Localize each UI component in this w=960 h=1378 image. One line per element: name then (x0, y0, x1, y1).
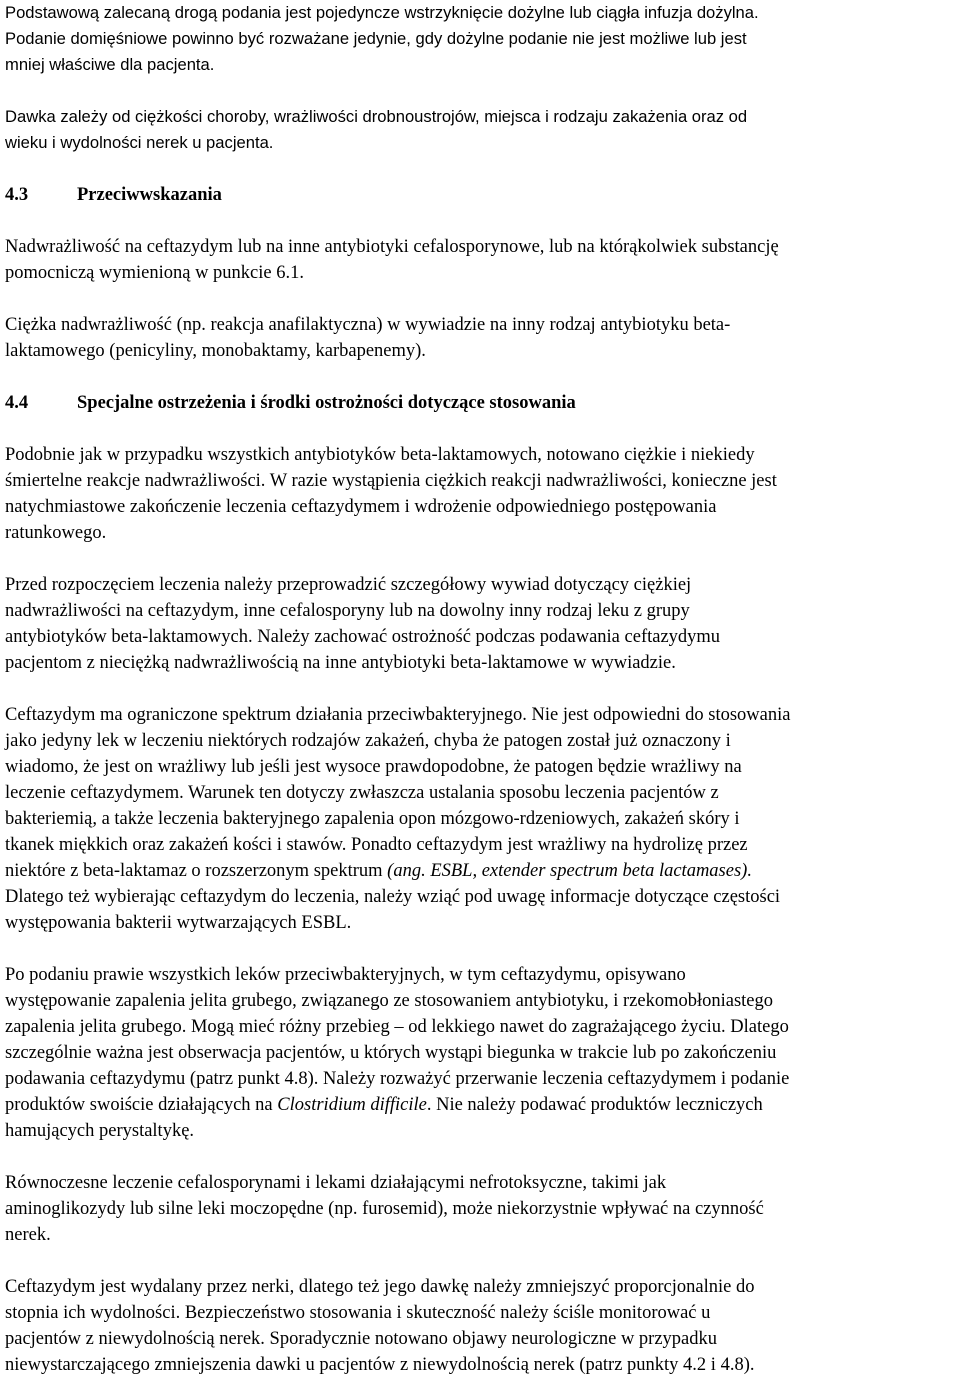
intro-line: Dawka zależy od ciężkości choroby, wrażliwości drobnoustrojów, miejsca i rodzaju zakażenia oraz od (5, 107, 748, 126)
paragraph-line: pacjentów z niewydolnością nerek. Sporadycznie notowano objawy neurologiczne w przypadku (5, 1329, 718, 1349)
paragraph-line (5, 1092, 955, 1118)
paragraph-text: niektóre z beta-laktamaz o rozszerzonym spektrum (5, 861, 388, 881)
document-page (5, 0, 955, 1378)
paragraph-line: Ceftazydym jest wydalany przez nerki, dlatego też jego dawkę należy zmniejszyć proporcjonalnie do (5, 1277, 755, 1297)
section-heading-4-3 (5, 182, 955, 208)
paragraph-line: Ceftazydym ma ograniczone spektrum działania przeciwbakteryjnego. Nie jest odpowiedni do stosowania (5, 705, 791, 725)
paragraph-line: Równoczesne leczenie cefalosporynami i lekami działającymi nefrotoksyczne, takimi jak (5, 1173, 667, 1193)
paragraph-line: laktamowego (penicyliny, monobaktamy, karbapenemy). (5, 341, 426, 361)
paragraph-line: natychmiastowe zakończenie leczenia ceftazydymem i wdrożenie odpowiedniego postępowania (5, 497, 717, 517)
paragraph-line: występowanie zapalenia jelita grubego, związanego ze stosowaniem antybiotyku, i rzekomobłoniastego (5, 991, 774, 1011)
section-number: 4.4 (5, 393, 29, 413)
intro-line: Podanie domięśniowe powinno być rozważane jedynie, gdy dożylne podanie nie jest możliwe lub jest (5, 29, 747, 48)
paragraph-line: nadwrażliwości na ceftazydym, inne cefalosporyny lub na dowolny inny rodzaj leku z grupy (5, 601, 690, 621)
paragraph-line: tkanek miękkich oraz zakażeń kości i stawów. Ponadto ceftazydym jest wrażliwy na hydrolizę przez (5, 835, 748, 855)
paragraph-line: Nadwrażliwość na ceftazydym lub na inne antybiotyki cefalosporynowe, lub na którąkolwiek substancję (5, 237, 779, 257)
section-number: 4.3 (5, 185, 29, 205)
intro-line: mniej właściwe dla pacjenta. (5, 55, 215, 74)
section-title: Specjalne ostrzeżenia i środki ostrożności dotyczące stosowania (77, 393, 576, 413)
paragraph-line (5, 858, 955, 884)
paragraph-line: bakteriemią, a także leczenia bakteryjnego zapalenia opon mózgowo-rdzeniowych, zakażeń skóry i (5, 809, 740, 829)
paragraph-line: niewystarczającego zmniejszenia dawki u pacjentów z niewydolnością nerek (patrz punkty 4.2 i 4.8). (5, 1355, 755, 1375)
paragraph-line: występowania bakterii wytwarzających ESBL. (5, 913, 352, 933)
paragraph-line: Przed rozpoczęciem leczenia należy przeprowadzić szczegółowy wywiad dotyczący ciężkiej (5, 575, 692, 595)
paragraph-line: Dlatego też wybierając ceftazydym do leczenia, należy wziąć pod uwagę informacje dotyczące częstości (5, 887, 781, 907)
section-title: Przeciwwskazania (77, 185, 222, 205)
paragraph-line: pacjentom z nieciężką nadwrażliwością na inne antybiotyki beta-laktamowe w wywiadzie. (5, 653, 676, 673)
paragraph-line: Podobnie jak w przypadku wszystkich antybiotyków beta-laktamowych, notowano ciężkie i niekiedy (5, 445, 755, 465)
paragraph-line: stopnia ich wydolności. Bezpieczeństwo stosowania i skuteczność należy ściśle monitorować u (5, 1303, 711, 1323)
paragraph-line: hamujących perystaltykę. (5, 1121, 195, 1141)
paragraph-line: pomocniczą wymienioną w punkcie 6.1. (5, 263, 304, 283)
paragraph-line: podawania ceftazydymu (patrz punkt 4.8). Należy rozważyć przerwanie leczenia ceftazydymem i podanie (5, 1069, 790, 1089)
paragraph-line: szczególnie ważna jest obserwacja pacjentów, u których wystąpi biegunka w trakcie lub po zakończeniu (5, 1043, 777, 1063)
italic-text: (ang. ESBL, extender spectrum beta lactamases). (387, 861, 752, 881)
paragraph-line: antybiotyków beta-laktamowych. Należy zachować ostrożność podczas podawania ceftazydymu (5, 627, 721, 647)
paragraph-text: . Nie należy podawać produktów leczniczych (426, 1095, 763, 1115)
intro-line: wieku i wydolności nerek u pacjenta. (5, 133, 274, 152)
paragraph-line: zapalenia jelita grubego. Mogą mieć różny przebieg – od lekkiego nawet do zagrażającego życiu. Dlatego (5, 1017, 789, 1037)
paragraph-line: jako jedyny lek w leczeniu niektórych rodzajów zakażeń, chyba że patogen został już oznaczony i (5, 731, 731, 751)
section-heading-4-4 (5, 390, 955, 416)
paragraph-line: nerek. (5, 1225, 51, 1245)
paragraph-line: ratunkowego. (5, 523, 107, 543)
italic-text: Clostridium difficile (277, 1095, 427, 1115)
paragraph-text: produktów swoiście działających na (5, 1095, 278, 1115)
paragraph-line: wiadomo, że jest on wrażliwy lub jeśli jest wysoce prawdopodobne, że patogen będzie wrażliwy na (5, 757, 742, 777)
intro-line: Podstawową zalecaną drogą podania jest pojedyncze wstrzyknięcie dożylne lub ciągła infuzja dożylna. (5, 3, 759, 22)
paragraph-line: śmiertelne reakcje nadwrażliwości. W razie wystąpienia ciężkich reakcji nadwrażliwości, konieczne jest (5, 471, 777, 491)
paragraph-line: Po podaniu prawie wszystkich leków przeciwbakteryjnych, w tym ceftazydymu, opisywano (5, 965, 686, 985)
paragraph-line: leczenie ceftazydymem. Warunek ten dotyczy zwłaszcza ustalania sposobu leczenia pacjentów z (5, 783, 719, 803)
paragraph-line: Ciężka nadwrażliwość (np. reakcja anafilaktyczna) w wywiadzie na inny rodzaj antybiotyku beta- (5, 315, 731, 335)
paragraph-line: aminoglikozydy lub silne leki moczopędne (np. furosemid), może niekorzystnie wpływać na czynność (5, 1199, 764, 1219)
